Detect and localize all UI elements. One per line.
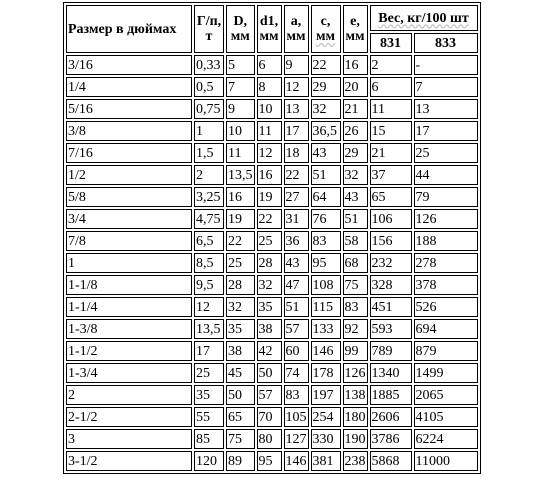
cell-d1: 70 bbox=[257, 407, 282, 427]
table-body bbox=[66, 55, 478, 471]
cell-e: 20 bbox=[343, 77, 368, 97]
cell-weight-833: 25 bbox=[414, 143, 478, 163]
cell-weight-833: 879 bbox=[414, 341, 478, 361]
cell-load: 13,5 bbox=[194, 319, 224, 339]
cell-load: 1 bbox=[194, 121, 224, 141]
shackle-spec-table bbox=[63, 2, 481, 474]
cell-d: 22 bbox=[226, 231, 255, 251]
header-c: c, мм bbox=[311, 5, 341, 53]
cell-d1: 6 bbox=[257, 55, 282, 75]
cell-d: 50 bbox=[226, 385, 255, 405]
cell-load: 6,5 bbox=[194, 231, 224, 251]
cell-e: 238 bbox=[343, 451, 368, 471]
table-row bbox=[66, 187, 478, 207]
table-row bbox=[66, 209, 478, 229]
cell-d1: 22 bbox=[257, 209, 282, 229]
cell-d1: 50 bbox=[257, 363, 282, 383]
table-row bbox=[66, 121, 478, 141]
cell-a: 146 bbox=[284, 451, 309, 471]
table-row bbox=[66, 363, 478, 383]
cell-d1: 16 bbox=[257, 165, 282, 185]
cell-a: 47 bbox=[284, 275, 309, 295]
cell-weight-833: 694 bbox=[414, 319, 478, 339]
cell-weight-833: 126 bbox=[414, 209, 478, 229]
table-row bbox=[66, 385, 478, 405]
cell-d: 16 bbox=[226, 187, 255, 207]
header-a: a, мм bbox=[284, 5, 309, 53]
table-row bbox=[66, 297, 478, 317]
cell-e: 58 bbox=[343, 231, 368, 251]
header-size: Размер в дюймах bbox=[66, 5, 192, 53]
cell-weight-831: 789 bbox=[370, 341, 412, 361]
cell-weight-833: 44 bbox=[414, 165, 478, 185]
cell-c: 115 bbox=[311, 297, 341, 317]
table-header bbox=[66, 5, 478, 53]
cell-weight-833: 17 bbox=[414, 121, 478, 141]
cell-d: 75 bbox=[226, 429, 255, 449]
cell-c: 95 bbox=[311, 253, 341, 273]
cell-d1: 12 bbox=[257, 143, 282, 163]
cell-e: 99 bbox=[343, 341, 368, 361]
cell-d1: 25 bbox=[257, 231, 282, 251]
cell-a: 17 bbox=[284, 121, 309, 141]
cell-load: 35 bbox=[194, 385, 224, 405]
cell-load: 8,5 bbox=[194, 253, 224, 273]
cell-d1: 28 bbox=[257, 253, 282, 273]
cell-weight-833: 7 bbox=[414, 77, 478, 97]
table-row bbox=[66, 429, 478, 449]
cell-c: 330 bbox=[311, 429, 341, 449]
cell-load: 85 bbox=[194, 429, 224, 449]
cell-d: 9 bbox=[226, 99, 255, 119]
cell-load: 1,5 bbox=[194, 143, 224, 163]
cell-e: 51 bbox=[343, 209, 368, 229]
cell-weight-831: 593 bbox=[370, 319, 412, 339]
cell-weight-831: 21 bbox=[370, 143, 412, 163]
cell-size: 2-1/2 bbox=[66, 407, 192, 427]
cell-size: 7/16 bbox=[66, 143, 192, 163]
cell-a: 36 bbox=[284, 231, 309, 251]
header-d: D, мм bbox=[226, 5, 255, 53]
cell-size: 1-3/4 bbox=[66, 363, 192, 383]
cell-size: 3-1/2 bbox=[66, 451, 192, 471]
cell-load: 9,5 bbox=[194, 275, 224, 295]
cell-load: 4,75 bbox=[194, 209, 224, 229]
cell-weight-831: 156 bbox=[370, 231, 412, 251]
cell-c: 146 bbox=[311, 341, 341, 361]
cell-weight-831: 5868 bbox=[370, 451, 412, 471]
cell-weight-831: 451 bbox=[370, 297, 412, 317]
header-weight-833: 833 bbox=[414, 33, 478, 53]
cell-weight-831: 2 bbox=[370, 55, 412, 75]
cell-c: 381 bbox=[311, 451, 341, 471]
cell-load: 2 bbox=[194, 165, 224, 185]
cell-size: 7/8 bbox=[66, 231, 192, 251]
cell-d1: 35 bbox=[257, 297, 282, 317]
cell-d1: 42 bbox=[257, 341, 282, 361]
cell-a: 60 bbox=[284, 341, 309, 361]
cell-a: 31 bbox=[284, 209, 309, 229]
table-row bbox=[66, 231, 478, 251]
cell-load: 55 bbox=[194, 407, 224, 427]
cell-e: 29 bbox=[343, 143, 368, 163]
cell-a: 18 bbox=[284, 143, 309, 163]
table-row bbox=[66, 55, 478, 75]
cell-d1: 19 bbox=[257, 187, 282, 207]
cell-c: 32 bbox=[311, 99, 341, 119]
cell-a: 27 bbox=[284, 187, 309, 207]
cell-c: 64 bbox=[311, 187, 341, 207]
cell-a: 74 bbox=[284, 363, 309, 383]
cell-d1: 11 bbox=[257, 121, 282, 141]
cell-d1: 10 bbox=[257, 99, 282, 119]
cell-e: 138 bbox=[343, 385, 368, 405]
cell-load: 3,25 bbox=[194, 187, 224, 207]
cell-weight-833: 11000 bbox=[414, 451, 478, 471]
cell-d1: 38 bbox=[257, 319, 282, 339]
cell-weight-833: - bbox=[414, 55, 478, 75]
cell-a: 83 bbox=[284, 385, 309, 405]
header-d1: d1, мм bbox=[257, 5, 282, 53]
cell-d: 19 bbox=[226, 209, 255, 229]
cell-a: 105 bbox=[284, 407, 309, 427]
cell-load: 25 bbox=[194, 363, 224, 383]
cell-weight-831: 1885 bbox=[370, 385, 412, 405]
cell-e: 68 bbox=[343, 253, 368, 273]
cell-weight-831: 106 bbox=[370, 209, 412, 229]
table-row bbox=[66, 165, 478, 185]
cell-a: 9 bbox=[284, 55, 309, 75]
cell-size: 3/8 bbox=[66, 121, 192, 141]
cell-weight-831: 6 bbox=[370, 77, 412, 97]
cell-d1: 32 bbox=[257, 275, 282, 295]
cell-d: 25 bbox=[226, 253, 255, 273]
cell-c: 178 bbox=[311, 363, 341, 383]
cell-d: 10 bbox=[226, 121, 255, 141]
cell-weight-833: 79 bbox=[414, 187, 478, 207]
cell-weight-831: 37 bbox=[370, 165, 412, 185]
table-row bbox=[66, 143, 478, 163]
cell-weight-833: 278 bbox=[414, 253, 478, 273]
cell-size: 3/16 bbox=[66, 55, 192, 75]
cell-d: 45 bbox=[226, 363, 255, 383]
cell-weight-833: 4105 bbox=[414, 407, 478, 427]
cell-weight-831: 328 bbox=[370, 275, 412, 295]
cell-c: 254 bbox=[311, 407, 341, 427]
cell-a: 57 bbox=[284, 319, 309, 339]
cell-weight-833: 526 bbox=[414, 297, 478, 317]
cell-size: 1/2 bbox=[66, 165, 192, 185]
table-row bbox=[66, 275, 478, 295]
cell-weight-831: 15 bbox=[370, 121, 412, 141]
cell-e: 83 bbox=[343, 297, 368, 317]
cell-c: 51 bbox=[311, 165, 341, 185]
cell-size: 1-1/2 bbox=[66, 341, 192, 361]
table-row bbox=[66, 319, 478, 339]
cell-a: 12 bbox=[284, 77, 309, 97]
cell-e: 32 bbox=[343, 165, 368, 185]
table-row bbox=[66, 77, 478, 97]
cell-e: 190 bbox=[343, 429, 368, 449]
cell-size: 3 bbox=[66, 429, 192, 449]
cell-load: 0,33 bbox=[194, 55, 224, 75]
cell-e: 92 bbox=[343, 319, 368, 339]
cell-d1: 80 bbox=[257, 429, 282, 449]
cell-d1: 95 bbox=[257, 451, 282, 471]
cell-a: 127 bbox=[284, 429, 309, 449]
cell-d: 5 bbox=[226, 55, 255, 75]
cell-weight-833: 1499 bbox=[414, 363, 478, 383]
cell-c: 29 bbox=[311, 77, 341, 97]
cell-d: 38 bbox=[226, 341, 255, 361]
cell-d: 7 bbox=[226, 77, 255, 97]
cell-d: 13,5 bbox=[226, 165, 255, 185]
cell-weight-831: 65 bbox=[370, 187, 412, 207]
cell-d1: 57 bbox=[257, 385, 282, 405]
cell-c: 197 bbox=[311, 385, 341, 405]
cell-e: 26 bbox=[343, 121, 368, 141]
table-row bbox=[66, 451, 478, 471]
cell-d: 28 bbox=[226, 275, 255, 295]
cell-size: 5/16 bbox=[66, 99, 192, 119]
header-load-capacity: Г/п, т bbox=[194, 5, 224, 53]
spec-table-wrapper bbox=[63, 2, 481, 474]
cell-a: 13 bbox=[284, 99, 309, 119]
cell-e: 126 bbox=[343, 363, 368, 383]
cell-weight-831: 11 bbox=[370, 99, 412, 119]
cell-c: 22 bbox=[311, 55, 341, 75]
header-weight-831: 831 bbox=[370, 33, 412, 53]
cell-e: 180 bbox=[343, 407, 368, 427]
cell-load: 12 bbox=[194, 297, 224, 317]
cell-load: 0,75 bbox=[194, 99, 224, 119]
cell-weight-831: 232 bbox=[370, 253, 412, 273]
header-e: e, мм bbox=[343, 5, 368, 53]
header-weight: Вес, кг/100 шт bbox=[370, 5, 478, 31]
cell-weight-833: 2065 bbox=[414, 385, 478, 405]
cell-c: 83 bbox=[311, 231, 341, 251]
cell-d: 32 bbox=[226, 297, 255, 317]
cell-size: 1-3/8 bbox=[66, 319, 192, 339]
cell-c: 76 bbox=[311, 209, 341, 229]
cell-size: 3/4 bbox=[66, 209, 192, 229]
cell-d1: 8 bbox=[257, 77, 282, 97]
cell-c: 108 bbox=[311, 275, 341, 295]
cell-e: 21 bbox=[343, 99, 368, 119]
table-row bbox=[66, 341, 478, 361]
cell-d: 35 bbox=[226, 319, 255, 339]
cell-d: 65 bbox=[226, 407, 255, 427]
cell-size: 2 bbox=[66, 385, 192, 405]
table-row bbox=[66, 253, 478, 273]
cell-a: 43 bbox=[284, 253, 309, 273]
cell-d: 11 bbox=[226, 143, 255, 163]
cell-c: 36,5 bbox=[311, 121, 341, 141]
cell-a: 22 bbox=[284, 165, 309, 185]
cell-c: 133 bbox=[311, 319, 341, 339]
cell-e: 75 bbox=[343, 275, 368, 295]
cell-weight-833: 378 bbox=[414, 275, 478, 295]
cell-load: 17 bbox=[194, 341, 224, 361]
table-row bbox=[66, 407, 478, 427]
cell-weight-831: 3786 bbox=[370, 429, 412, 449]
cell-size: 1/4 bbox=[66, 77, 192, 97]
cell-a: 51 bbox=[284, 297, 309, 317]
cell-c: 43 bbox=[311, 143, 341, 163]
cell-e: 16 bbox=[343, 55, 368, 75]
header-row bbox=[66, 5, 478, 31]
cell-size: 1-1/4 bbox=[66, 297, 192, 317]
cell-weight-833: 188 bbox=[414, 231, 478, 251]
cell-weight-831: 1340 bbox=[370, 363, 412, 383]
cell-size: 5/8 bbox=[66, 187, 192, 207]
cell-size: 1 bbox=[66, 253, 192, 273]
cell-e: 43 bbox=[343, 187, 368, 207]
cell-load: 120 bbox=[194, 451, 224, 471]
cell-weight-831: 2606 bbox=[370, 407, 412, 427]
cell-weight-833: 6224 bbox=[414, 429, 478, 449]
cell-size: 1-1/8 bbox=[66, 275, 192, 295]
table-row bbox=[66, 99, 478, 119]
cell-weight-833: 13 bbox=[414, 99, 478, 119]
cell-d: 89 bbox=[226, 451, 255, 471]
cell-load: 0,5 bbox=[194, 77, 224, 97]
